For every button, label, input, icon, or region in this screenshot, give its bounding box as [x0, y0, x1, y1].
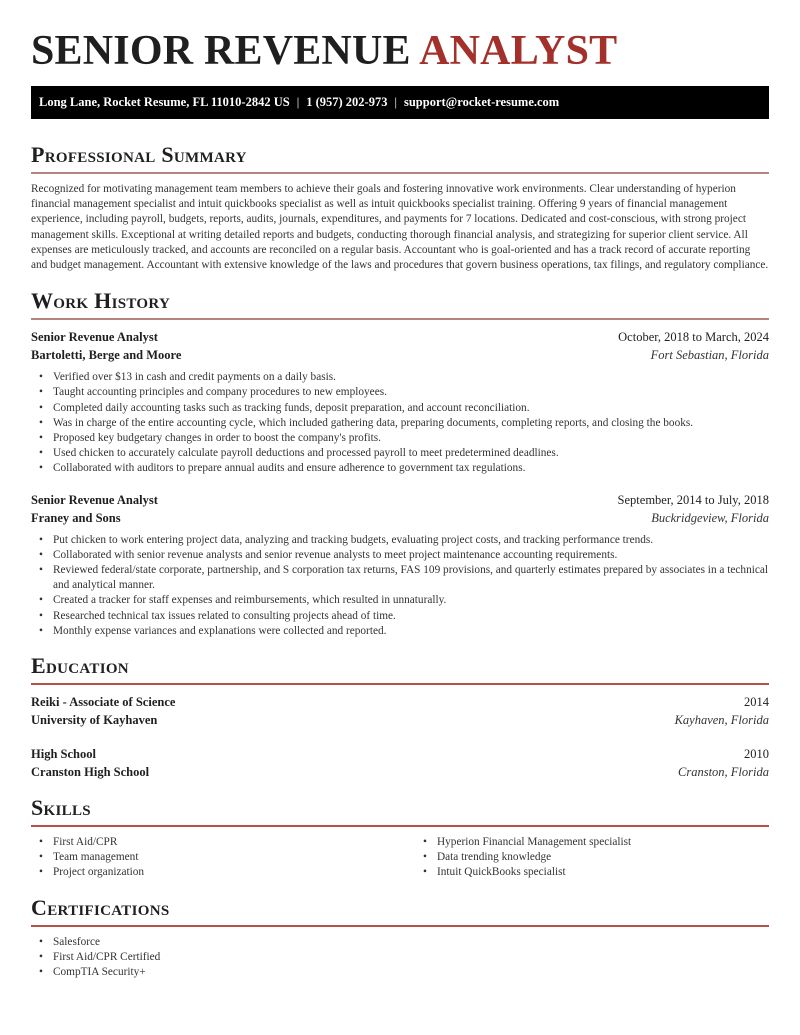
section-heading: Work History [31, 288, 171, 314]
section-divider [31, 172, 769, 174]
job-location: Fort Sebastian, Florida [650, 348, 769, 363]
list-item: • Completed daily accounting tasks such as tracking funds, deposit preparation, and account reconciliation. [53, 401, 769, 416]
education-entry [31, 745, 769, 781]
contact-phone[interactable]: 1 (957) 202-973 [306, 95, 388, 109]
resume-title [31, 0, 769, 74]
section-heading: Certifications [31, 894, 170, 920]
list-item: • Collaborated with auditors to prepare annual audits and ensure adherence to government tax regulations. [53, 461, 769, 476]
list-item: • Verified over $13 in cash and credit payments on a daily basis. [53, 370, 769, 385]
contact-separator: | [394, 95, 397, 109]
section-divider [31, 683, 769, 685]
education-degree-row [31, 745, 769, 763]
list-item: • Created a tracker for staff expenses and reimbursements, which resulted in unnaturally. [53, 593, 769, 608]
education-degree: Reiki - Associate of Science [31, 695, 176, 710]
list-item: • Salesforce [53, 935, 769, 950]
job-title-row [31, 328, 769, 346]
work-history-section [31, 288, 769, 639]
job-bullets [31, 370, 769, 476]
job-company: Franey and Sons [31, 510, 121, 525]
list-item: • Used chicken to accurately calculate payroll deductions and processed payroll to meet predetermined deadlines. [53, 446, 769, 461]
certifications-section [31, 895, 769, 981]
section-heading: Professional Summary [31, 142, 247, 167]
list-item: • Hyperion Financial Management specialist [437, 835, 799, 850]
list-item: • Was in charge of the entire accounting cycle, which included gathering data, preparing documents, completing reports, and closing the books. [53, 416, 769, 431]
job-dates: September, 2014 to July, 2018 [617, 492, 769, 507]
list-item: • First Aid/CPR Certified [53, 950, 769, 965]
list-item: • Taught accounting principles and company procedures to new employees. [53, 385, 769, 400]
job-entry [31, 328, 769, 476]
education-section [31, 653, 769, 781]
section-divider [31, 925, 769, 927]
list-item: • Team management [53, 850, 415, 865]
certifications-list [31, 935, 769, 981]
education-year: 2014 [744, 695, 769, 710]
contact-separator: | [296, 95, 300, 109]
education-entry [31, 693, 769, 729]
title-accent: ANALYST [419, 28, 618, 74]
job-bullets [31, 533, 769, 639]
education-location: Kayhaven, Florida [674, 713, 769, 728]
education-school-row [31, 763, 769, 781]
list-item: • CompTIA Security+ [53, 965, 769, 980]
section-divider [31, 318, 769, 320]
list-item: • Proposed key budgetary changes in order to boost the company's profits. [53, 431, 769, 446]
job-title: Senior Revenue Analyst [31, 492, 158, 507]
list-item: • Collaborated with senior revenue analysts and senior revenue analysts to meet project maintenance accounting requirements. [53, 548, 769, 563]
skills-list-left [31, 835, 415, 881]
job-entry [31, 491, 769, 639]
skills-section [31, 795, 769, 881]
job-dates: October, 2018 to March, 2024 [618, 330, 769, 345]
skills-list-right [415, 835, 799, 881]
section-heading: Education [31, 653, 129, 679]
job-company-row [31, 509, 769, 527]
list-item: • Reviewed federal/state corporate, partnership, and S corporation tax returns, FAS 109 provisions, and quarterly estimates prepared by associates in a technical and analytical manner. [53, 563, 769, 593]
education-school-row [31, 711, 769, 729]
contact-address: Long Lane, Rocket Resume, FL 11010-2842 US [39, 95, 290, 109]
list-item: • Put chicken to work entering project data, analyzing and tracking budgets, evaluating project costs, and tracking performance trends. [53, 533, 769, 548]
summary-text: Recognized for motivating management team members to achieve their goals and fostering innovative work environments. Clear understanding of hyperion financial management specialist and intuit quickbooks specialist as well as intuit quickbooks specialist training. Offering 9 years of financial management experience, including payroll, budgets, reports, audits, journals, expenditures, and payments for 7 locations. Dedicated and cost-conscious, with strong project management skills. Exceptional at writing detailed reports and budgets, conducting thorough financial analysis, and strategizing for superior client service. All expenses are meticulously tracked, and accounts are reconciled on a regular basis. Accountant who is goal-oriented and has a track record of accurate reporting and budget management. Accountant with extensive knowledge of the laws and procedures that govern business operations, tax filings, and regulatory compliance. [31, 183, 769, 272]
skills-grid [31, 835, 769, 881]
contact-bar [31, 86, 769, 119]
section-divider [31, 825, 769, 827]
job-location: Buckridgeview, Florida [651, 510, 769, 525]
title-main: SENIOR REVENUE [31, 28, 411, 74]
job-company-row [31, 346, 769, 364]
job-company: Bartoletti, Berge and Moore [31, 348, 182, 363]
education-location: Cranston, Florida [678, 765, 769, 780]
list-item: • First Aid/CPR [53, 835, 415, 850]
education-school: University of Kayhaven [31, 713, 158, 728]
job-title-row [31, 491, 769, 509]
contact-email[interactable]: support@rocket-resume.com [403, 95, 560, 109]
section-heading: Skills [31, 795, 91, 821]
list-item: • Researched technical tax issues related to consulting projects ahead of time. [53, 609, 769, 624]
job-title: Senior Revenue Analyst [31, 330, 158, 345]
list-item: • Project organization [53, 865, 415, 880]
summary-section [31, 142, 769, 273]
list-item: • Data trending knowledge [437, 850, 799, 865]
education-year: 2010 [744, 747, 769, 762]
list-item: • Monthly expense variances and explanations were collected and reported. [53, 624, 769, 639]
education-degree-row [31, 693, 769, 711]
education-degree: High School [31, 747, 96, 762]
list-item: • Intuit QuickBooks specialist [437, 865, 799, 880]
education-school: Cranston High School [31, 765, 150, 780]
